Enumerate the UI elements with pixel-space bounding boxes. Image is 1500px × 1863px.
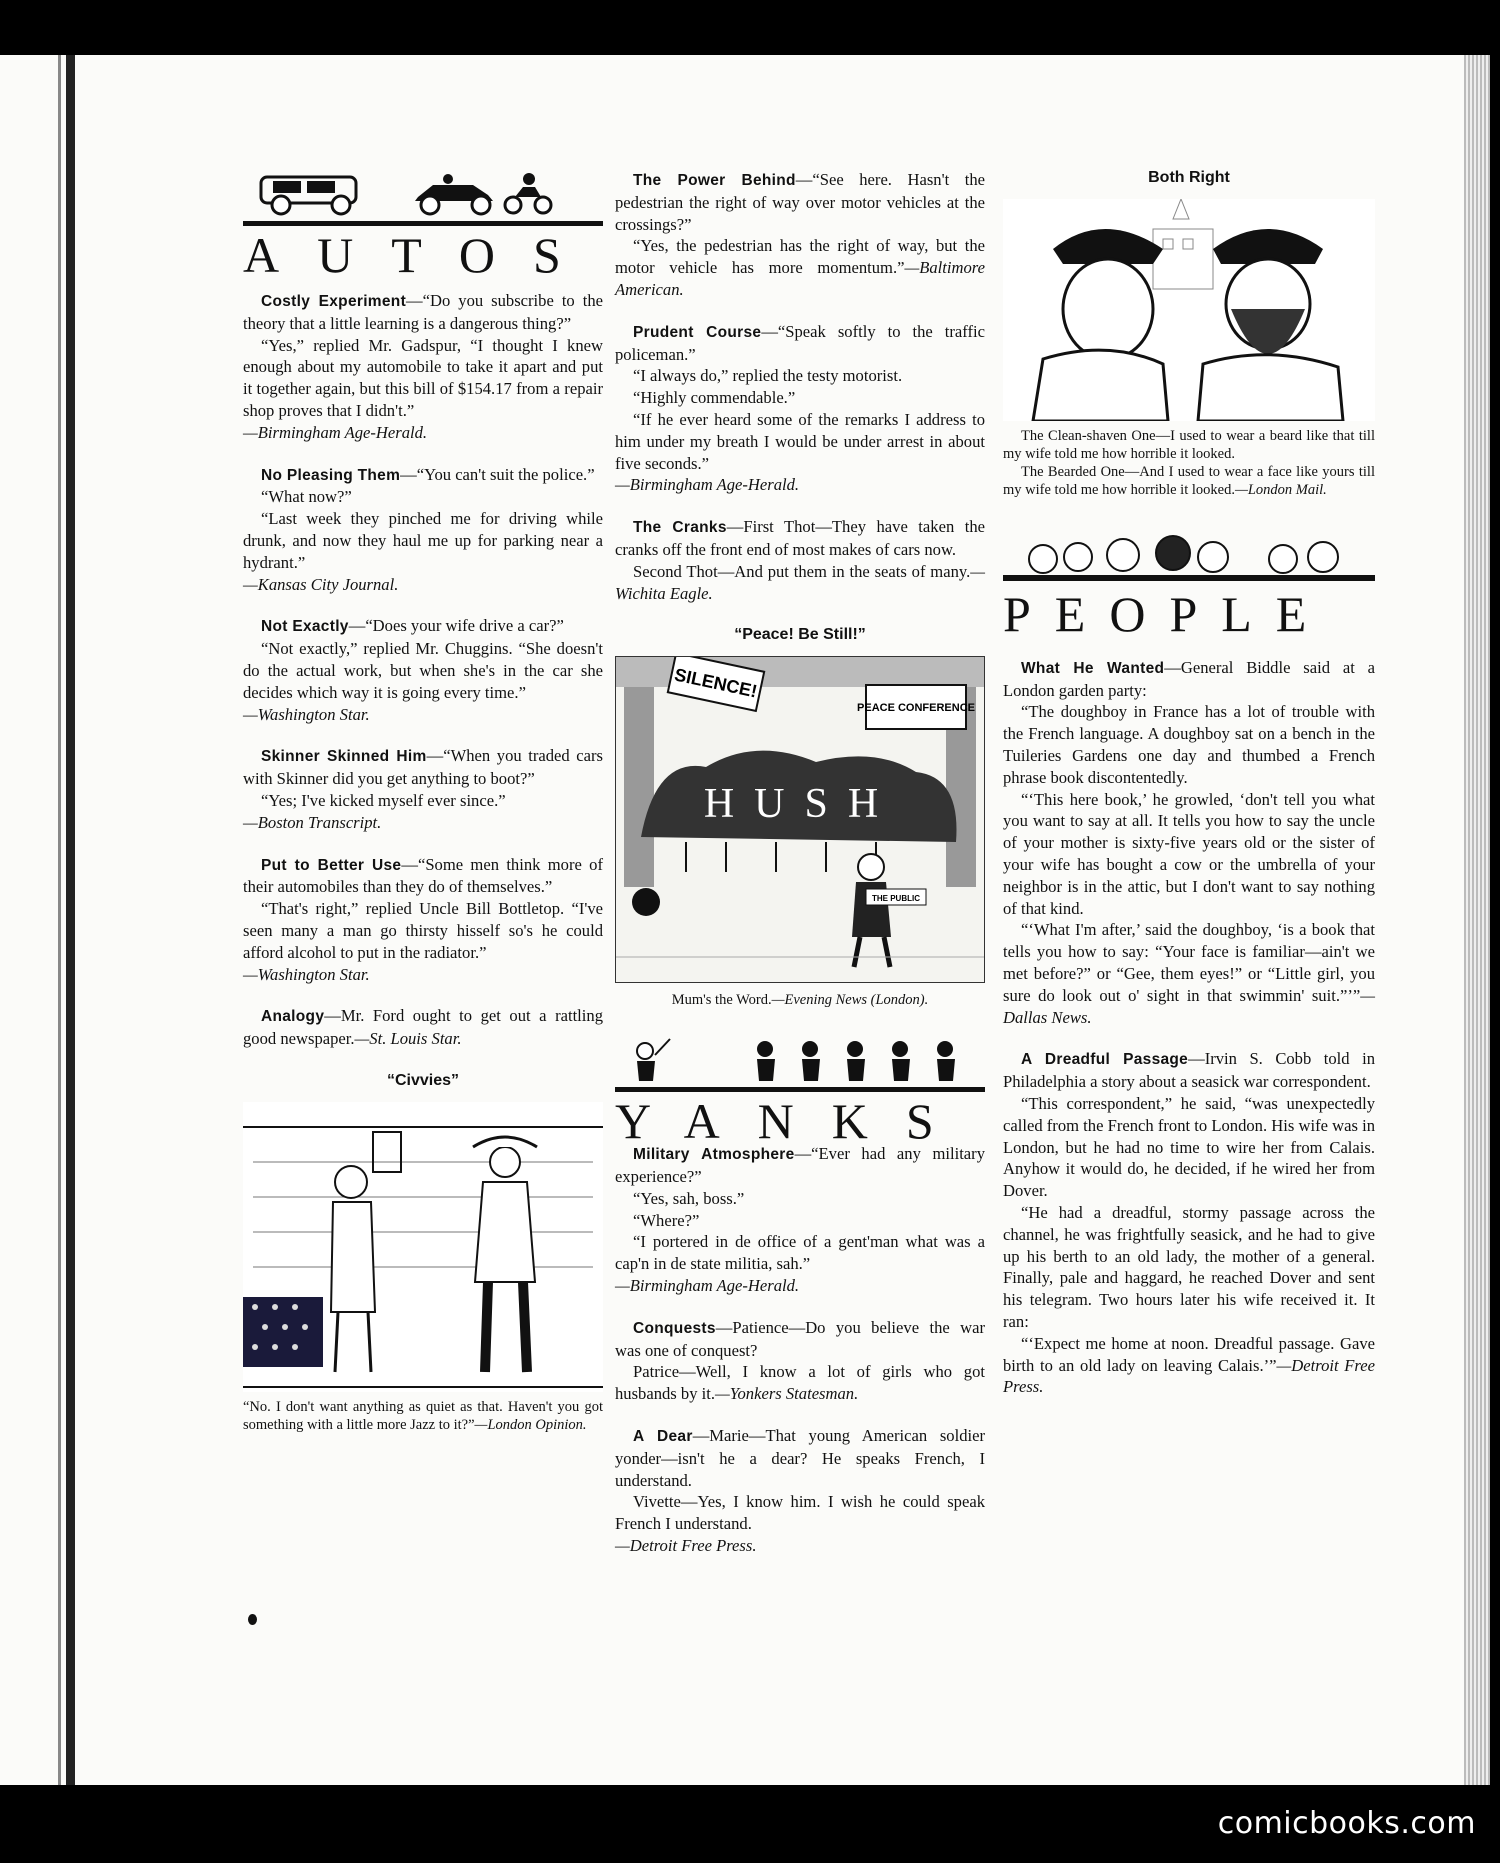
binding-edge — [58, 55, 61, 1785]
site-watermark: comicbooks.com — [1217, 1806, 1476, 1841]
joke-conquests: Conquests—Patience—Do you believe the war was one of conquest? Patrice—Well, I know a lot of girls who got husbands by it.—Yonkers Statesman. — [615, 1317, 985, 1404]
people-banner — [1003, 531, 1375, 641]
joke-analogy: Analogy—Mr. Ford ought to get out a rattling good newspaper.—St. Louis Star. — [243, 1006, 603, 1049]
joke-no-pleasing-them: No Pleasing Them—“You can't suit the police.” “What now?” “Last week they pinched me for driving while drunk, and now they haul me up for parking near a hydrant.” —Kansas City Journal. — [243, 464, 603, 594]
joke-source: —Birmingham Age-Herald. — [243, 422, 428, 442]
cartoon-both-right — [1003, 167, 1375, 499]
cartoon-caption: “No. I don't want anything as quiet as that. Haven't you got something with a little more Jazz to it?”—London Opinion. — [243, 1398, 603, 1433]
cars-illustration — [243, 167, 603, 217]
yanks-title: YANKS — [615, 1093, 972, 1150]
joke-what-he-wanted: What He Wanted—General Biddle said at a London garden party: “The doughboy in France has a lot of trouble with the French language. A doughboy sat on a bench in the Tuileries Gardens one day and thumbed a French phrase book discontentedly. “‘This here book,’ he growled, ‘don't tell you what you want to say at all. It tells you how to say the uncle of your mother is sixty-five years old or the sister of your wife has bought a cow or the umbrella of your neighbor is in the attic, but I don't want to say nothing of that kind. “‘What I'm after,’ said the doughboy, ‘is a book that tells you how to say: “Your face is familiar—ain't we met before?” or “Gee, them eyes!” or “Little girl, you sure do look out o' sight in that swimmin' suit.”’”—Dallas News. — [1003, 657, 1375, 1027]
binding-shadow — [66, 55, 75, 1785]
joke-power-behind: The Power Behind—“See here. Hasn't the pedestrian the right of way over motor vehicles at the crossings?” “Yes, the pedestrian has the right of way, but the motor vehicle has more momentum.”—Baltimore American. — [615, 170, 985, 299]
joke-military-atmosphere: Military Atmosphere—“Ever had any military experience?” “Yes, sah, boss.” “Where?” “I portered in de office of a gent'man what was a cap'n in de state militia, sah.” —Birmingham Age-Herald. — [615, 1144, 985, 1295]
joke-dreadful-passage: A Dreadful Passage—Irvin S. Cobb told in Philadelphia a story about a seasick war correspondent. “This correspondent,” he said, “was unexpectedly called from the French front to London. His wife was in London, but he had no time to wire her from Calais. Anyhow it would do, he decided, if he wired her from Dover. “He had a dreadful, stormy passage across the channel, he was frightfully seasick, and he had to give up his berth to an old lady, the mother of a general. Finally, pale and haggard, he reached Dover and sent his telegram. Two hours later his wife received it. It ran: “‘Expect me home at noon. Dreadful passage. Gave birth to an old lady on leaving Calais.’”—Detroit Free Press. — [1003, 1049, 1375, 1397]
cartoon-title: “Peace! Be Still!” — [734, 626, 866, 644]
magazine-page — [0, 55, 1490, 1785]
cartoon-caption: Mum's the Word.—Evening News (London). — [671, 992, 929, 1009]
cartoon-civvies — [243, 1070, 603, 1434]
both-right-illustration — [1003, 199, 1375, 421]
joke-the-cranks: The Cranks—First Thot—They have taken the cranks off the front end of most makes of cars now. Second Thot—And put them in the seats of many.—Wichita Eagle. — [615, 517, 985, 603]
soldiers-illustration — [615, 1033, 985, 1083]
faces-illustration — [1003, 531, 1375, 581]
joke-a-dear: A Dear—Marie—That young American soldier yonder—isn't he a dear? He speaks French, I understand. Vivette—Yes, I know him. I wish he could speak French I understand. —Detroit Free Press. — [615, 1425, 985, 1555]
autos-banner — [243, 167, 603, 283]
page-stack-edge — [1464, 55, 1490, 1785]
sign-peace-conference: PEACE CONFERENCE — [857, 702, 975, 715]
blanket-hush: HUSH — [703, 781, 899, 828]
yanks-banner — [615, 1033, 985, 1150]
joke-prudent-course: Prudent Course—“Speak softly to the traffic policeman.” “I always do,” replied the testy motorist. “Highly commendable.” “If he ever heard some of the remarks I address to him under my breath I would be under arrest in about five seconds.” —Birmingham Age-Herald. — [615, 321, 985, 495]
joke-not-exactly: Not Exactly—“Does your wife drive a car?” “Not exactly,” replied Mr. Chuggins. “She doesn't do the actual work, but when she's in the car she decides which way it is going every time.” —Washington Star. — [243, 616, 603, 724]
autos-title: AUTOS — [243, 227, 599, 283]
column-autos — [243, 167, 603, 1434]
cartoon-title: “Civvies” — [386, 1071, 460, 1089]
cartoon-title: Both Right — [1148, 169, 1230, 186]
peace-illustration — [615, 656, 985, 983]
joke-head: Costly Experiment — [261, 293, 407, 310]
cartoon-peace-be-still — [615, 624, 985, 1009]
banner-rule — [243, 221, 603, 226]
people-title: PEOPLE — [1003, 585, 1331, 642]
column-middle — [615, 169, 985, 1577]
civvies-illustration — [243, 1102, 603, 1392]
sign-silence: SILENCE! — [672, 664, 759, 702]
joke-costly-experiment: Costly Experiment—“Do you subscribe to the theory that a little learning is a dangerous thing?” “Yes,” replied Mr. Gadspur, “I thought I knew enough about my automobile to take it apart and put it together again, but this bill of $154.17 from a repair shop proves that I didn't.” —Birmingham Age-Herald. — [243, 291, 603, 442]
cartoon-caption: The Clean-shaven One—I used to wear a beard like that till my wife told me how horrible it looked. The Bearded One—And I used to wear a face like yours till my wife told me how horrible it looked.—London Mail. — [1003, 427, 1375, 498]
joke-put-to-better-use: Put to Better Use—“Some men think more of their automobiles than they do of themselves.” “That's right,” replied Uncle Bill Bottletop. “I've seen many a man go thirsty hisself so's he could afford alcohol to put in the radiator.” —Washington Star. — [243, 854, 603, 984]
column-people — [1003, 167, 1375, 1418]
tag-public: THE PUBLIC — [872, 894, 920, 904]
banner-rule — [615, 1087, 985, 1092]
joke-skinner-skinned-him: Skinner Skinned Him—“When you traded cars with Skinner did you get anything to boot?” “Yes; I've kicked myself ever since.” —Boston Transcript. — [243, 746, 603, 832]
ink-dot — [248, 1614, 257, 1625]
